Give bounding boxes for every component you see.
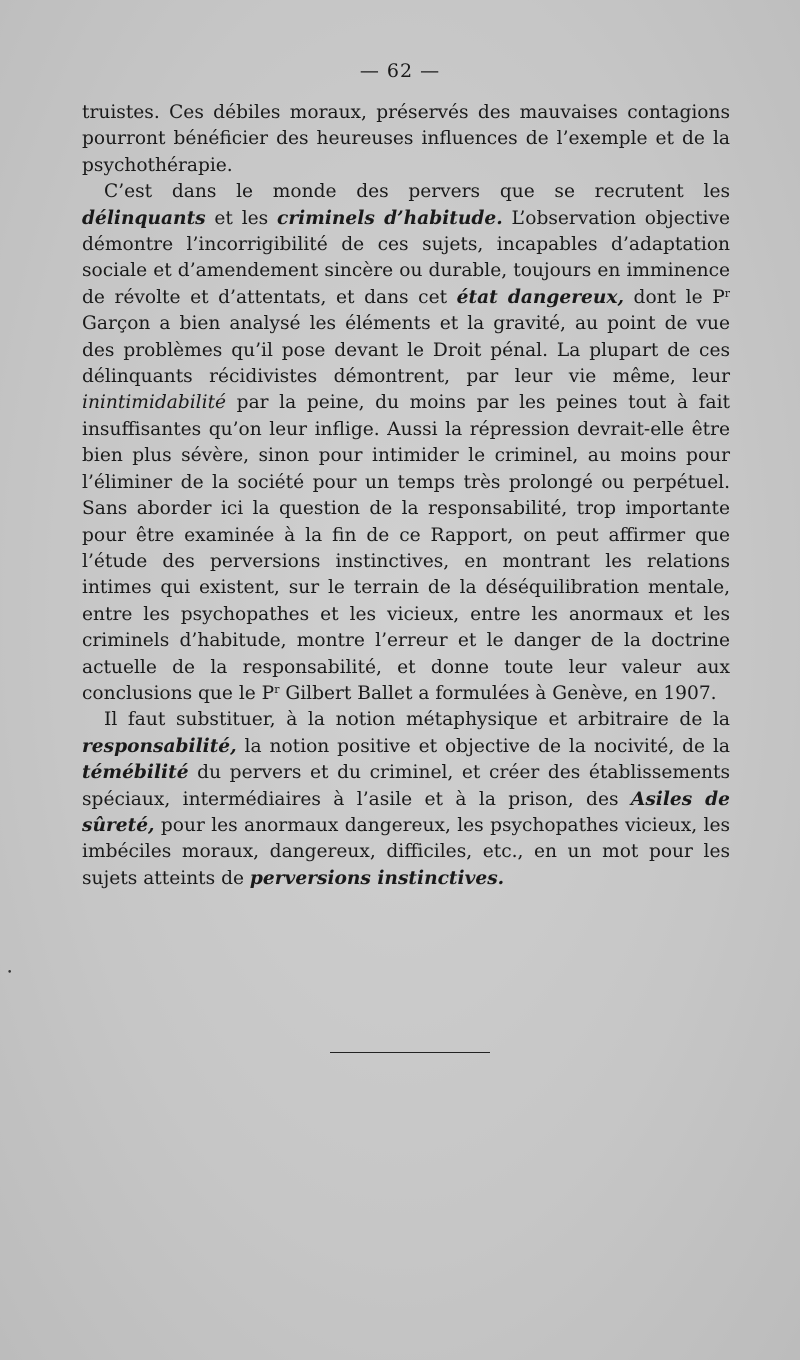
text-run: et les (205, 207, 277, 229)
emphasis-perversions-instinctives: perversions instinctives. (249, 867, 505, 889)
text-run: dont le P (623, 286, 725, 308)
text-run: C’est dans le monde des pervers que se recrutent les (104, 181, 730, 203)
emphasis-inintimidabilite: inintimidabilité (82, 392, 227, 414)
print-speck: • (7, 968, 13, 978)
text-run: par la peine, du moins par les peines tout à fait insuffisantes qu’on leur inflige. Aussi la répression devrait-elle être bien plus sévère, sinon pour intimider le criminel, au moins pour l’éliminer de la société pour un temps très prolongé ou perpétuel. Sans aborder ici la question de la responsabilité, trop importante pour être examinée à la fin de ce Rapport, on peut affirmer que l’étude des perversions instinctives, en montrant les relations intimes qui existent, sur le terrain de la déséquilibration mentale, entre les psychopathes et les vicieux, entre les anormaux et les criminels d’habitude, montre l’erreur et le danger de la doctrine actuelle de la responsabilité, et donne toute leur valeur aux conclusions que le P (82, 392, 730, 704)
paragraph-1 (82, 100, 730, 179)
text-run: la notion positive et objective de la nocivité, de la (236, 735, 730, 757)
emphasis-criminels-habitude: criminels d’habitude. (277, 207, 503, 229)
paragraph-2 (82, 179, 730, 707)
text-run: truistes. Ces débiles moraux, préservés des mauvaises contagions pourront bénéficier des heureuses influences de l’exemple et de la psychothérapie. (82, 102, 730, 176)
emphasis-delinquants: délinquants (82, 207, 206, 229)
emphasis-etat-dangereux: état dangereux, (456, 286, 624, 308)
paragraph-3 (82, 707, 730, 892)
page-number: — 62 — (359, 60, 441, 82)
emphasis-asiles-de-surete: Asiles de sûreté, (82, 788, 730, 836)
emphasis-responsabilite: responsabilité, (82, 735, 237, 757)
superscript: r (274, 682, 280, 696)
text-run: du pervers et du criminel, et créer des établissements spéciaux, intermédiaires à l’asile et à la prison, des (82, 762, 730, 810)
superscript: r (724, 286, 730, 300)
text-run: Gilbert Ballet a formulées à Genève, en 1907. (279, 682, 717, 704)
text-run: L’observation objective démontre l’incorrigibilité de ces sujets, incapables d’adaptation sociale et d’amendement sincère ou durable, toujours en imminence de révolte et d’attentats, et dans cet (82, 207, 730, 308)
body-text (82, 100, 730, 892)
end-rule (330, 1052, 490, 1053)
text-run: Garçon a bien analysé les éléments et la gravité, au point de vue des problèmes qu’il pose devant le Droit pénal. La plupart de ces délinquants récidivistes démontrent, par leur vie même, leur (82, 313, 730, 388)
emphasis-temebilite: témébilité (82, 762, 189, 784)
text-run: pour les anormaux dangereux, les psychopathes vicieux, les imbéciles moraux, dangereux, difficiles, etc., en un mot pour les sujets atteints de (82, 814, 730, 889)
text-run: Il faut substituer, à la notion métaphysique et arbitraire de la (104, 709, 730, 731)
